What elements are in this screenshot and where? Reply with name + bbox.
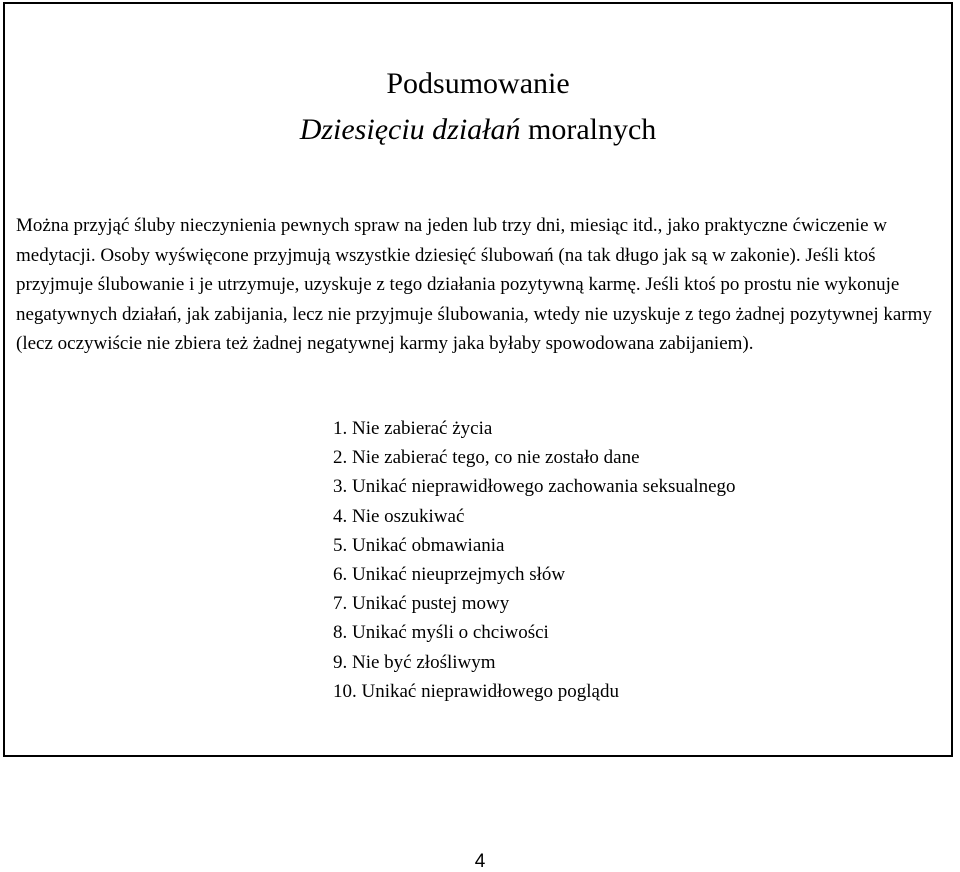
list-item: 10. Unikać nieprawidłowego poglądu	[333, 680, 619, 702]
list-item: 6. Unikać nieuprzejmych słów	[333, 564, 566, 586]
list-item: 9. Nie być złośliwym	[333, 651, 496, 673]
list-item: 7. Unikać pustej mowy	[333, 593, 510, 615]
list-item: 5. Unikać obmawiania	[333, 534, 505, 556]
title-italic-part: Dziesięciu działań	[299, 113, 521, 146]
list-item: 3. Unikać nieprawidłowego zachowania seksualnego	[333, 476, 736, 498]
content-box	[3, 2, 953, 757]
list-item: 8. Unikać myśli o chciwości	[333, 622, 549, 644]
title-line-2	[5, 107, 951, 153]
list-item: 4. Nie oszukiwać	[333, 505, 465, 527]
title-rest-part: moralnych	[520, 113, 657, 146]
page-number: 4	[474, 851, 486, 872]
page-title	[5, 61, 951, 153]
list-item: 2. Nie zabierać tego, co nie zostało dane	[333, 447, 640, 469]
title-line-1: Podsumowanie	[386, 67, 570, 100]
body-paragraph: Można przyjąć śluby nieczynienia pewnych spraw na jeden lub trzy dni, miesiąc itd., jako praktyczne ćwiczenie w medytacji. Osoby wyświęcone przyjmują wszystkie dziesięć ślubowań (na tak długo jak są w zakonie). Jeśli ktoś przyjmuje ślubowanie i je utrzymuje, uzyskuje z tego działania pozytywną karmę. Jeśli ktoś po prostu nie wykonuje negatywnych działań, jak zabijania, lecz nie przyjmuje ślubowania, wtedy nie uzyskuje z tego żadnej pozytywnej karmy (lecz oczywiście nie zbiera też żadnej negatywnej karmy jaka byłaby spowodowana zabijaniem).	[16, 215, 932, 354]
list-item: 1. Nie zabierać życia	[333, 418, 493, 439]
moral-actions-list	[333, 414, 736, 706]
